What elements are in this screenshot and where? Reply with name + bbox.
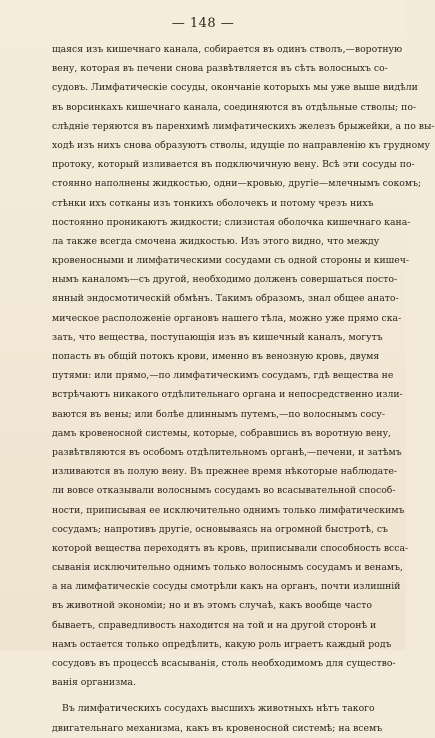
text-line: встрѣчаютъ никакого отдѣлительнаго органа и непосредственно изли-	[52, 389, 403, 401]
paragraph-gap	[52, 692, 372, 699]
text-line: стоянно наполнены жидкостью, одни—кровью, другіе—млечнымъ сокомъ;	[52, 178, 422, 190]
text-line: развѣтвляются въ особомъ отдѣлительномъ органѣ,—печени, и затѣмъ	[52, 446, 402, 458]
text-line: сосудамъ; напротивъ другіе, основываясь на огромной быстротѣ, съ	[52, 523, 388, 535]
paragraph-1	[52, 40, 435, 692]
text-line: ванія организма.	[52, 677, 136, 689]
text-line: ходѣ изъ нихъ снова образуютъ стволы, идущіе по направленію къ грудному	[52, 139, 430, 151]
text-line: протоку, который изливается въ подключичную вену. Всѣ эти сосуды по-	[52, 159, 415, 171]
text-line: ла также всегда смочена жидкостью. Изъ этого видно, что между	[52, 235, 380, 247]
text-line: постоянно проникаютъ жидкости; слизистая оболочка кишечнаго кана-	[52, 216, 411, 228]
text-line: сосудовъ въ процессѣ всасыванія, столь необходимомъ для существо-	[52, 658, 396, 669]
text-line: путями: или прямо,—по лимфатическимъ сосудамъ, гдѣ вещества не	[52, 370, 394, 382]
text-line: двигательнаго механизма, какъ въ кровеносной системѣ; на всемъ	[52, 722, 383, 734]
text-line: изливаются въ полую вену. Въ прежнее время нѣкоторые наблюдате-	[52, 466, 397, 478]
text-line: а на лимфатическіе сосуды смотрѣли какъ на органъ, почти излишній	[52, 581, 401, 593]
text-line: ваются въ вены; или болѣе длиннымъ путемъ,—по волоснымъ сосу-	[52, 408, 386, 420]
text-line: попасть въ общій потокъ крови, именно въ венозную кровь, двумя	[52, 351, 380, 362]
text-line: дамъ кровеносной системы, которые, собравшись въ воротную вену,	[52, 427, 392, 439]
text-line: въ ворсинкахъ кишечнаго канала, соединяются въ отдѣльные стволы; по-	[52, 101, 417, 113]
page-number: — 148 —	[171, 16, 235, 31]
text-line: бываетъ, справедливость находится на той и на другой сторонѣ и	[52, 619, 377, 631]
text-line: щаяся изъ кишечнаго канала, собирается въ одинъ стволъ,—воротную	[52, 44, 403, 55]
text-line: зать, что вещества, поступающія изъ въ кишечный каналъ, могутъ	[52, 331, 383, 343]
text-line: ли вовсе отказывали волоснымъ сосудамъ во всасывательной способ-	[52, 485, 396, 497]
text-line: янный эндосмотическій обмѣнъ. Такимъ образомъ, знал общее анато-	[52, 293, 399, 305]
text-line: кровеносными и лимфатическими сосудами съ одной стороны и кишеч-	[52, 255, 410, 267]
text-line: сыванія исключительно однимъ только волоснымъ сосудамъ и венамъ,	[52, 562, 403, 574]
text-line: ности, приписывая ее исключительно однимъ только лимфатическимъ	[52, 504, 405, 516]
text-line: судовъ. Лимфатическіе сосуды, окончаніе которыхъ мы уже выше видѣли	[52, 82, 418, 94]
text-line: Въ лимфатическихъ сосудахъ высшихъ животныхъ нѣтъ такого	[62, 703, 375, 715]
text-line: намъ остается только опредѣлить, какую роль играетъ каждый родъ	[52, 638, 392, 650]
text-line: нымъ каналомъ—съ другой, необходимо долженъ совершаться посто-	[52, 274, 398, 286]
text-line: вену, которая въ печени снова развѣтвляется въ сѣть волосныхъ со-	[52, 63, 388, 75]
text-line: въ животной экономіи; но и въ этомъ случаѣ, какъ вообще часто	[52, 600, 372, 612]
text-line: которой вещества переходятъ въ кровь, приписывали способность всса-	[52, 542, 409, 554]
text-line: мическое расположеніе органовъ нашего тѣла, можно уже прямо ска-	[52, 312, 402, 324]
text-line: слѣдніе теряются въ паренхимѣ лимфатическихъ железъ брыжейки, а по вы-	[52, 120, 435, 132]
paragraph-2	[52, 699, 383, 737]
body-text	[52, 40, 435, 738]
text-line: стѣнки ихъ сотканы изъ тонкихъ оболочекъ и потому чрезъ нихъ	[52, 197, 374, 209]
